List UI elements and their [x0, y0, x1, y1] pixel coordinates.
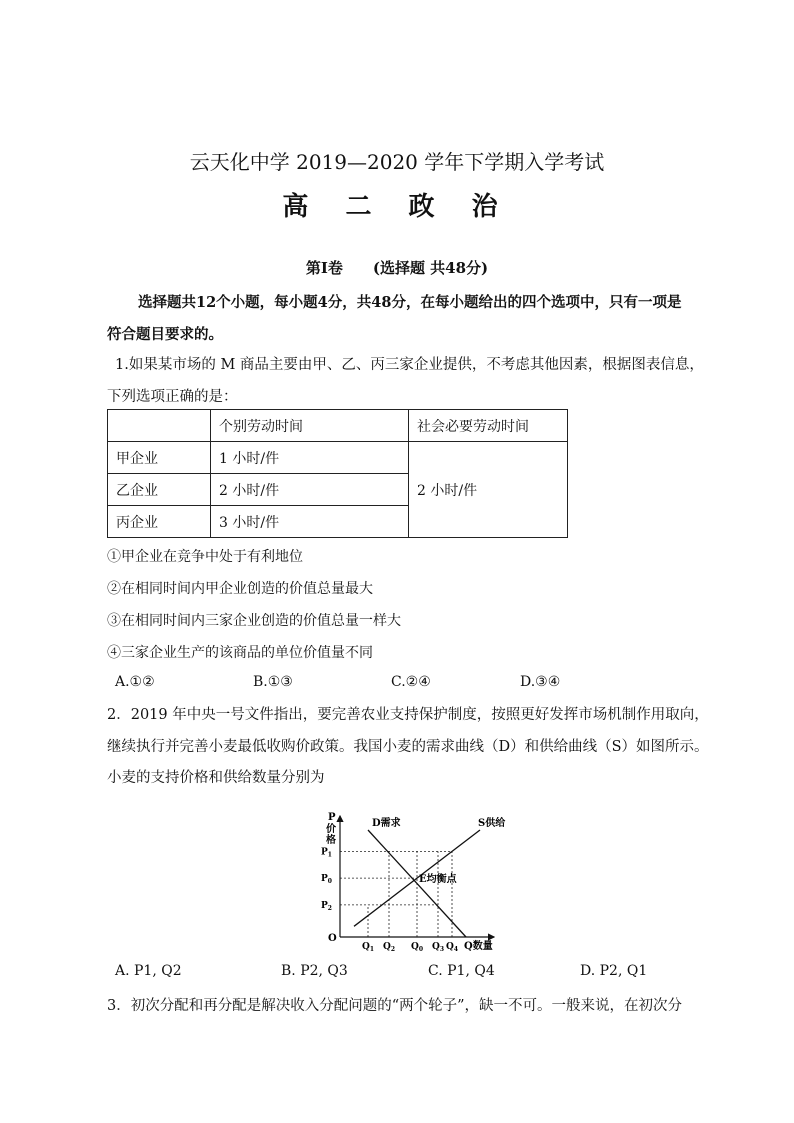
- q2-stem-line-3: 小麦的支持价格和供给数量分别为: [107, 770, 325, 786]
- y-axis-label-p: P: [328, 812, 336, 823]
- q2-option-d[interactable]: D. P2, Q1: [580, 963, 648, 979]
- origin-label: O: [328, 933, 337, 944]
- y-tick-label: $P_2$: [321, 900, 332, 912]
- q1-stem-line-1: 1.如果某市场的 M 商品主要由甲、乙、丙三家企业提供，不考虑其他因素，根据图表信息，: [115, 357, 704, 373]
- y-axis-label-text: 价格: [326, 824, 336, 846]
- q1-option-a[interactable]: A.①②: [115, 674, 155, 690]
- table-header-cell: [108, 410, 211, 442]
- q1-statement: ③在相同时间内三家企业创造的价值总量一样大: [107, 613, 401, 629]
- individual-labor-time: 1 小时/件: [211, 442, 409, 474]
- q3-stem-line-1: 3．初次分配和再分配是解决收入分配问题的“两个轮子”，缺一不可。一般来说，在初次分: [107, 998, 683, 1014]
- q1-stem-line-2: 下列选项正确的是：: [107, 389, 238, 405]
- y-tick-label: $P_1$: [321, 847, 332, 859]
- q1-option-c[interactable]: C.②④: [391, 674, 431, 690]
- y-tick-label: $P_0$: [321, 874, 332, 886]
- individual-labor-time: 2 小时/件: [211, 474, 409, 506]
- q1-statement: ②在相同时间内甲企业创造的价值总量最大: [107, 581, 373, 597]
- x-tick-label: $Q_2$: [383, 942, 396, 953]
- q2-option-c[interactable]: C. P1, Q4: [428, 963, 495, 979]
- enterprise-name: 甲企业: [108, 442, 211, 474]
- table-header-row: [108, 410, 568, 442]
- subject-title: 高 二 政 治: [282, 192, 512, 222]
- x-tick-label: $Q_4$: [446, 942, 459, 953]
- supply-demand-chart: [306, 798, 506, 954]
- enterprise-name: 丙企业: [108, 506, 211, 538]
- q2-option-a[interactable]: A. P1, Q2: [115, 963, 182, 979]
- school-exam-title: 云天化中学 2019—2020 学年下学期入学考试: [189, 150, 605, 174]
- q1-option-b[interactable]: B.①③: [253, 674, 293, 690]
- x-tick-label: $Q_1$: [362, 942, 375, 953]
- q2-stem-line-2: 继续执行并完善小麦最低收购价政策。我国小麦的需求曲线（D）和供给曲线（S）如图所示。: [107, 739, 709, 755]
- x-axis-label: Q数量: [464, 941, 493, 952]
- instruction-line-1: 选择题共12个小题，每小题4分，共48分，在每小题给出的四个选项中，只有一项是: [138, 294, 682, 311]
- q2-option-b[interactable]: B. P2, Q3: [281, 963, 348, 979]
- q1-statement: ④三家企业生产的该商品的单位价值量不同: [107, 645, 373, 661]
- q1-option-d[interactable]: D.③④: [520, 674, 561, 690]
- q1-statement: ①甲企业在竞争中处于有利地位: [107, 549, 303, 565]
- demand-curve-label: D需求: [372, 818, 401, 829]
- social-necessary-labor-time: 2 小时/件: [409, 442, 568, 538]
- labor-time-table: [107, 409, 568, 538]
- supply-curve-label: S供给: [478, 818, 506, 829]
- individual-labor-time: 3 小时/件: [211, 506, 409, 538]
- equilibrium-label: E均衡点: [419, 874, 457, 886]
- q2-stem-line-1: 2．2019 年中央一号文件指出，要完善农业支持保护制度，按照更好发挥市场机制作用取向，: [107, 707, 709, 723]
- table-header-cell: 个别劳动时间: [211, 410, 409, 442]
- section-title: 第Ⅰ卷 (选择题 共48分): [305, 259, 489, 277]
- table-header-cell: 社会必要劳动时间: [409, 410, 568, 442]
- x-tick-label: $Q_0$: [411, 942, 424, 953]
- instruction-line-2: 符合题目要求的。: [107, 326, 223, 343]
- table-row: [108, 442, 568, 474]
- x-tick-label: $Q_3$: [432, 942, 445, 953]
- enterprise-name: 乙企业: [108, 474, 211, 506]
